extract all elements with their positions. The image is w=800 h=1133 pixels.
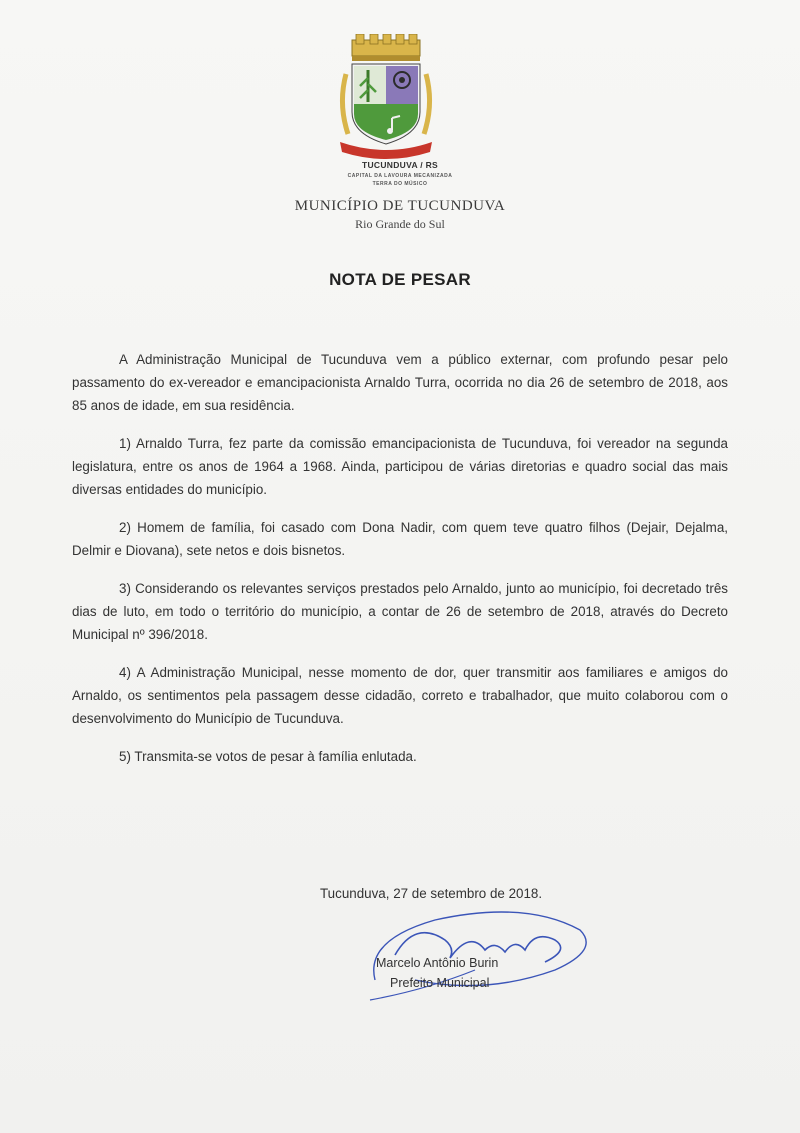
paragraph-intro: A Administração Municipal de Tucunduva vem a público externar, com profundo pesar pelo passamento do ex-vereador e emancipacionista Arnaldo Turra, ocorrida no dia 26 de setembro de 2018, aos 85 anos de idade, em sua residência. <box>72 352 728 413</box>
signature-icon <box>355 900 595 1010</box>
paragraph-1: 1) Arnaldo Turra, fez parte da comissão emancipacionista de Tucunduva, foi vereador na segunda legislatura, entre os anos de 1964 a 1968. Ainda, participou de várias diretorias e quadro social das mais diversas entidades do município. <box>72 436 728 497</box>
city-label: TUCUNDUVA / RS <box>362 160 438 170</box>
paragraph-3: 3) Considerando os relevantes serviços prestados pelo Arnaldo, junto ao município, foi decretado três dias de luto, em todo o território do município, a contar de 26 de setembro de 2018, através do Decreto Municipal nº 396/2018. <box>72 581 728 642</box>
coat-of-arms-icon <box>330 34 442 166</box>
place-date: Tucunduva, 27 de setembro de 2018. <box>320 886 543 901</box>
paragraph-4: 4) A Administração Municipal, nesse momento de dor, quer transmitir aos familiares e amigos do Arnaldo, os sentimentos pela passagem desse cidadão, correto e trabalhador, que muito colaborou com o desenvolvimento do Município de Tucunduva. <box>72 665 728 726</box>
motto-line-1: CAPITAL DA LAVOURA MECANIZADA <box>347 173 453 179</box>
paragraph-5: 5) Transmita-se votos de pesar à família enlutada. <box>119 749 417 764</box>
state-name: Rio Grande do Sul <box>355 217 445 231</box>
document-body <box>72 348 728 783</box>
signer-role: Prefeito Municipal <box>390 976 490 990</box>
municipality-name: MUNICÍPIO DE TUCUNDUVA <box>294 198 506 214</box>
motto-line-2: TERRA DO MÚSICO <box>372 181 428 187</box>
document-title: NOTA DE PESAR <box>329 270 471 289</box>
signer-name: Marcelo Antônio Burin <box>376 956 499 970</box>
paragraph-2: 2) Homem de família, foi casado com Dona Nadir, com quem teve quatro filhos (Dejair, Dejalma, Delmir e Diovana), sete netos e dois bisnetos. <box>72 520 728 558</box>
